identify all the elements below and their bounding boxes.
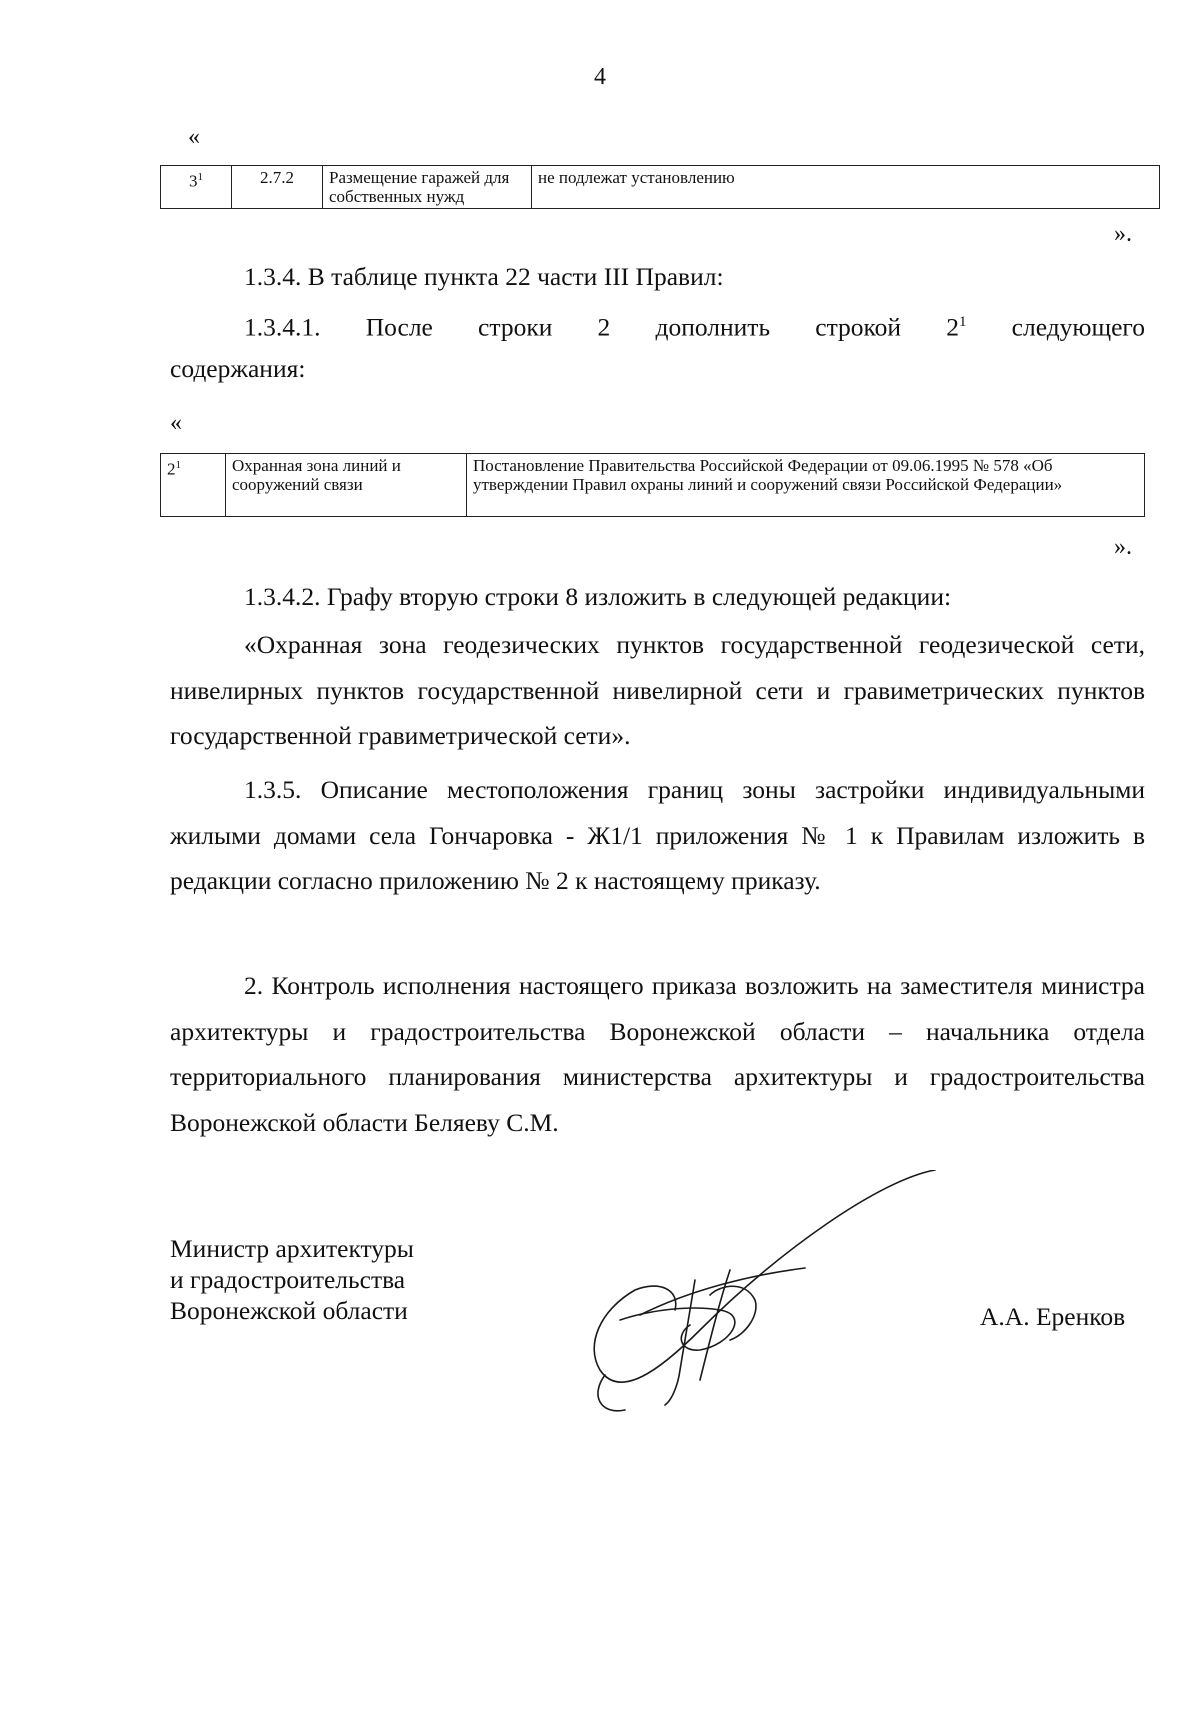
paragraph-1-3-4-2: 1.3.4.2. Графу вторую строки 8 изложить в следующей редакции: bbox=[244, 582, 952, 611]
paragraph-1-3-4-1-line1: 1.3.4.1. После строки 2 дополнить строкой $2^1$ следующего bbox=[244, 312, 1146, 342]
signatory-name: А.А. Еренков bbox=[980, 1302, 1126, 1331]
value-cell: не подлежат установлению bbox=[532, 166, 1160, 209]
paragraph-1-3-4: 1.3.4. В таблице пункта 22 части III Правил: bbox=[244, 262, 724, 291]
signature-title bbox=[170, 1233, 414, 1326]
paragraph-1-3-4-1-line2: содержания: bbox=[170, 354, 306, 383]
open-quote: « bbox=[170, 410, 182, 436]
table-row bbox=[161, 166, 1160, 209]
row-number-cell: $2^1$ bbox=[161, 454, 226, 517]
close-quote: ». bbox=[1114, 534, 1132, 560]
signature-title-line: Министр архитектуры bbox=[170, 1234, 414, 1263]
open-quote: « bbox=[188, 124, 200, 150]
handwritten-signature bbox=[580, 1170, 950, 1430]
paragraph-2-control: 2. Контроль исполнения настоящего приказа возложить на заместителя министра архитектуры и градостроительства Воронежской области – начальника отдела территориального планирования министерства архитектуры и градостроительства Воронежской области Беляеву С.М. bbox=[170, 971, 1145, 1137]
signature-title-line: Воронежской области bbox=[170, 1296, 408, 1325]
zoning-table-2 bbox=[160, 453, 1145, 517]
signature-title-line: и градостроительства bbox=[170, 1265, 406, 1294]
name-cell: Охранная зона линий и сооружений связи bbox=[226, 454, 467, 517]
row-number-cell: $3^1$ bbox=[161, 166, 232, 209]
zoning-table-1 bbox=[160, 165, 1160, 209]
paragraph-quote-geodesic: «Охранная зона геодезических пунктов государственной геодезической сети, нивелирных пунктов государственной нивелирной сети и гравиметрических пунктов государственной гравиметрической сети». bbox=[170, 630, 1145, 750]
table-row bbox=[161, 454, 1145, 517]
name-cell: Размещение гаражей для собственных нужд bbox=[323, 166, 532, 209]
paragraph-1-3-5: 1.3.5. Описание местоположения границ зоны застройки индивидуальными жилыми домами села Гончаровка - Ж1/1 приложения № 1 к Правилам изложить в редакции согласно приложению № 2 к настоящему приказу. bbox=[170, 775, 1145, 895]
close-quote: ». bbox=[1114, 221, 1132, 247]
value-cell: Постановление Правительства Российской Федерации от 09.06.1995 № 578 «Об утверждении Правил охраны линий и сооружений связи Российской Федерации» bbox=[467, 454, 1145, 517]
code-cell: 2.7.2 bbox=[232, 166, 323, 209]
page-number: 4 bbox=[594, 64, 606, 90]
